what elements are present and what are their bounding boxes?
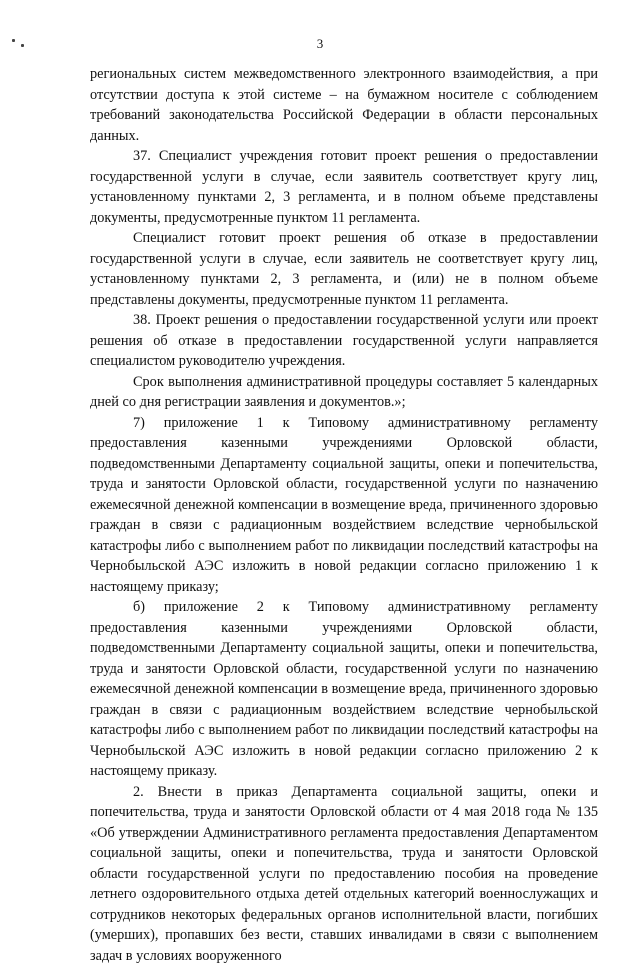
paragraph: 7) приложение 1 к Типовому административному регламенту предоставления казенными учреждениями Орловской области, подведомственными Департаменту социальной защиты, опеки и попечительства, труда и занятости Орловской области, государственной услуги по назначению ежемесячной денежной компенсации в возмещение вреда, причиненного здоровью граждан в связи с радиационным воздействием вследствие чернобыльской катастрофы либо с выполнением работ по ликвидации последствий катастрофы на Чернобыльской АЭС изложить в новой редакции согласно приложению 1 к настоящему приказу; bbox=[90, 413, 598, 598]
paragraph: региональных систем межведомственного электронного взаимодействия, а при отсутствии доступа к этой системе – на бумажном носителе с соблюдением требований законодательства Российской Федерации в области персональных данных. bbox=[90, 64, 598, 146]
paragraph: Срок выполнения административной процедуры составляет 5 календарных дней со дня регистрации заявления и документов.»; bbox=[90, 372, 598, 413]
paragraph: б) приложение 2 к Типовому административному регламенту предоставления казенными учреждениями Орловской области, подведомственными Департаменту социальной защиты, опеки и попечительства, труда и занятости Орловской области, государственной услуги по назначению ежемесячной денежной компенсации в возмещение вреда, причиненного здоровью граждан в связи с радиационным воздействием вследствие чернобыльской катастрофы либо с выполнением работ по ликвидации последствий катастрофы на Чернобыльской АЭС изложить в новой редакции согласно приложению 2 к настоящему приказу. bbox=[90, 597, 598, 782]
page-number: 3 bbox=[0, 36, 640, 52]
paragraph: 38. Проект решения о предоставлении государственной услуги или проект решения об отказе в предоставлении государственной услуги направляется специалистом руководителю учреждения. bbox=[90, 310, 598, 372]
paragraph: Специалист готовит проект решения об отказе в предоставлении государственной услуги в случае, если заявитель не соответствует кругу лиц, установленному пунктами 2, 3 регламента, и (или) не в полном объеме представлены документы, предусмотренные пунктом 11 регламента. bbox=[90, 228, 598, 310]
paragraph: 2. Внести в приказ Департамента социальной защиты, опеки и попечительства, труда и занятости Орловской области от 4 мая 2018 года № 135 «Об утверждении Административного регламента предоставления Департаментом социальной защиты, опеки и попечительства, труда и занятости Орловской области государственной услуги по предоставлению пособия на проведение летнего оздоровительного отдыха детей отдельных категорий военнослужащих и сотрудников некоторых федеральных органов исполнительной власти, погибших (умерших), пропавших без вести, ставших инвалидами в связи с выполнением задач в условиях вооруженного bbox=[90, 782, 598, 966]
paragraph: 37. Специалист учреждения готовит проект решения о предоставлении государственной услуги в случае, если заявитель соответствует кругу лиц, установленному пунктами 2, 3 регламента, и в полном объеме представлены документы, предусмотренные пунктом 11 регламента. bbox=[90, 146, 598, 228]
document-body bbox=[90, 64, 598, 966]
